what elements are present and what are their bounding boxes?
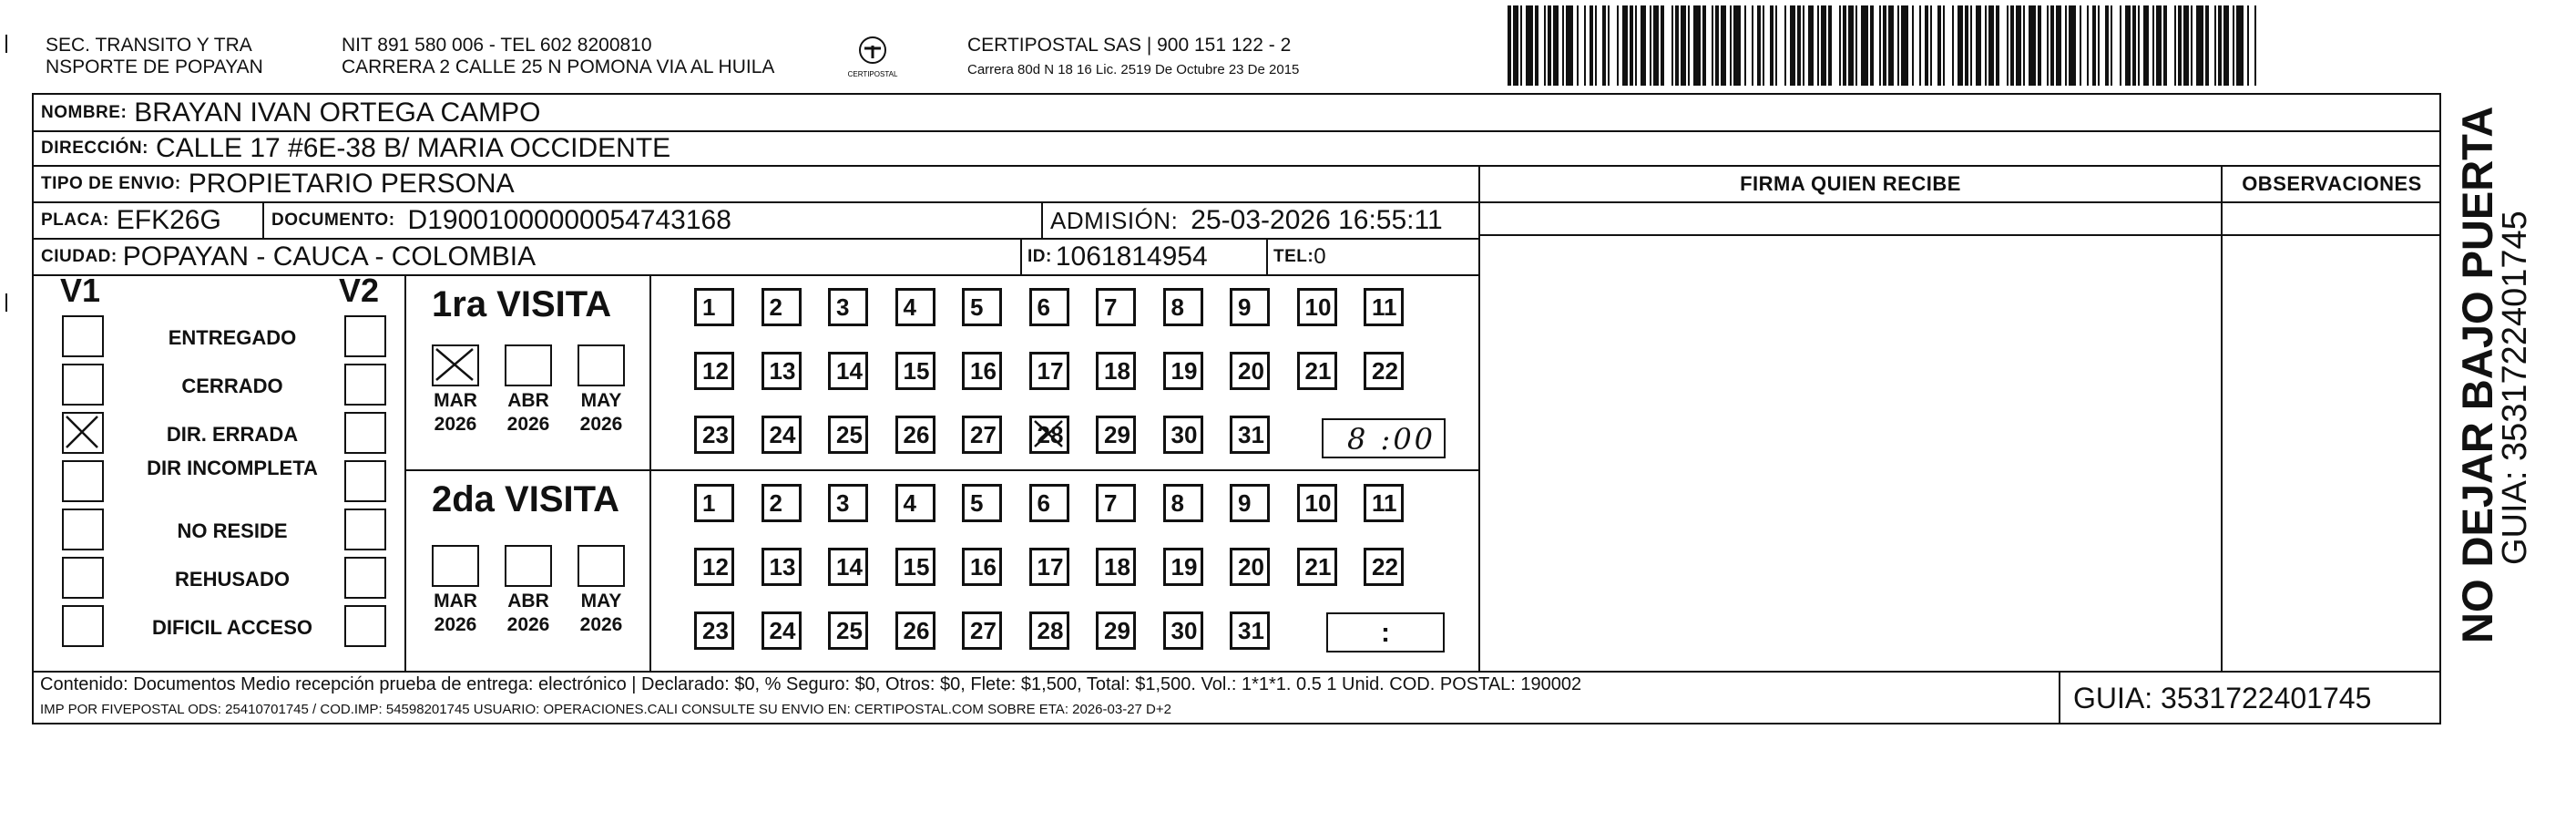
motive-label: REHUSADO	[175, 568, 290, 591]
day-number: 17	[1037, 357, 1064, 385]
first-day-box-12[interactable]	[694, 352, 734, 390]
first-time-box[interactable]	[1322, 418, 1446, 458]
barcode-space	[1832, 5, 1839, 86]
first-day-box-30[interactable]	[1163, 416, 1203, 454]
day-number: 7	[1104, 489, 1118, 517]
id-value: 1061814954	[1055, 241, 1208, 272]
v1-checkbox[interactable]	[62, 412, 104, 454]
second-day-box-17[interactable]	[1029, 548, 1069, 586]
carrier-license: Carrera 80d N 18 16 Lic. 2519 De Octubre 23 De 2015	[967, 62, 1300, 77]
barcode-space	[1945, 5, 1952, 86]
second-day-box-23[interactable]	[694, 611, 734, 650]
day-number: 16	[970, 357, 997, 385]
day-number: 14	[836, 357, 863, 385]
second-day-box-22[interactable]	[1364, 548, 1404, 586]
first-month-box-abr[interactable]	[505, 344, 552, 386]
second-day-box-18[interactable]	[1096, 548, 1136, 586]
direccion-row	[41, 131, 670, 166]
placa-row	[41, 202, 221, 239]
barcode-bar	[1733, 5, 1741, 86]
day-number: 8	[1170, 293, 1184, 321]
day-number: 29	[1104, 617, 1130, 644]
first-day-box-22[interactable]	[1364, 352, 1404, 390]
second-day-box-9[interactable]	[1230, 484, 1270, 522]
day-number: 6	[1037, 293, 1050, 321]
day-number: 14	[836, 553, 863, 581]
day-number: 29	[1104, 421, 1130, 448]
first-day-box-7[interactable]	[1096, 288, 1136, 326]
second-day-box-30[interactable]	[1163, 611, 1203, 650]
second-day-box-4[interactable]	[895, 484, 935, 522]
second-day-box-3[interactable]	[828, 484, 868, 522]
day-number: 12	[702, 553, 729, 581]
first-time-value: 8 :00	[1347, 422, 1436, 457]
day-number: 25	[836, 617, 863, 644]
day-number: 23	[702, 617, 729, 644]
first-day-box-5[interactable]	[962, 288, 1002, 326]
firma-label: FIRMA QUIEN RECIBE	[1740, 172, 1961, 195]
v2-checkbox[interactable]	[344, 509, 386, 550]
barcode	[1508, 5, 2264, 86]
carrier-block	[967, 35, 1299, 81]
placa-value: EFK26G	[116, 205, 221, 235]
row-line-4b	[1479, 234, 2441, 236]
left-edge-mark	[5, 35, 7, 53]
first-day-box-13[interactable]	[762, 352, 802, 390]
tel-divider	[1266, 238, 1268, 274]
day-number: 10	[1304, 293, 1332, 321]
admision-row	[1050, 202, 1443, 239]
logo-wordmark: CERTIPOSTAL	[847, 70, 898, 78]
day-number: 18	[1104, 553, 1130, 581]
day-number: 5	[970, 489, 984, 517]
motive-label: DIR. ERRADA	[166, 423, 299, 446]
day-number: 19	[1170, 553, 1198, 581]
documento-label: DOCUMENTO:	[271, 211, 395, 230]
visits-left-border	[404, 274, 406, 671]
sender-block	[46, 35, 263, 78]
certipostal-logo	[836, 35, 909, 80]
second-day-box-15[interactable]	[895, 548, 935, 586]
day-number: 9	[1238, 489, 1252, 517]
second-day-box-8[interactable]	[1163, 484, 1203, 522]
v2-checkbox[interactable]	[344, 412, 386, 454]
day-number: 15	[903, 357, 930, 385]
ciudad-value: POPAYAN - CAUCA - COLOMBIA	[122, 241, 537, 272]
day-number: 24	[769, 617, 796, 644]
first-day-box-4[interactable]	[895, 288, 935, 326]
second-day-box-16[interactable]	[962, 548, 1002, 586]
first-day-box-24[interactable]	[762, 416, 802, 454]
direccion-value: CALLE 17 #6E-38 B/ MARIA OCCIDENTE	[155, 133, 671, 163]
first-day-box-6[interactable]	[1029, 288, 1069, 326]
v2-checkbox[interactable]	[344, 364, 386, 406]
first-day-box-29[interactable]	[1096, 416, 1136, 454]
day-number: 18	[1104, 357, 1130, 385]
first-day-box-17[interactable]	[1029, 352, 1069, 390]
row-line-3b	[1479, 201, 2441, 203]
motive-label: ENTREGADO	[168, 326, 297, 349]
address-line: CARRERA 2 CALLE 25 N POMONA VIA AL HUILA	[342, 57, 775, 77]
first-day-box-10[interactable]	[1297, 288, 1337, 326]
second-time-box[interactable]	[1326, 612, 1445, 652]
documento-value: D19001000000054743168	[407, 205, 731, 235]
tipo-value: PROPIETARIO PERSONA	[188, 169, 515, 199]
barcode-space	[2167, 5, 2174, 86]
handwritten-x-mark	[434, 346, 477, 385]
motive-label: DIFICIL ACCESO	[151, 616, 312, 639]
first-day-box-2[interactable]	[762, 288, 802, 326]
day-number: 13	[769, 553, 796, 581]
barcode-bar	[2254, 5, 2256, 86]
day-number: 27	[970, 617, 997, 644]
tel-row	[1273, 239, 1326, 275]
first-day-box-31[interactable]	[1230, 416, 1270, 454]
day-number: 20	[1238, 553, 1264, 581]
barcode-space	[1777, 5, 1784, 86]
v2-checkbox[interactable]	[344, 605, 386, 647]
v1-checkbox[interactable]	[62, 364, 104, 406]
day-number: 11	[1372, 489, 1397, 517]
second-day-box-7[interactable]	[1096, 484, 1136, 522]
second-day-box-29[interactable]	[1096, 611, 1136, 650]
first-day-box-15[interactable]	[895, 352, 935, 390]
left-edge-mark-2	[5, 293, 7, 312]
v2-checkbox[interactable]	[344, 315, 386, 357]
second-day-box-31[interactable]	[1230, 611, 1270, 650]
second-day-box-2[interactable]	[762, 484, 802, 522]
sender-line-1: SEC. TRANSITO Y TRA	[46, 35, 252, 56]
day-number: 20	[1238, 357, 1264, 385]
first-day-box-8[interactable]	[1163, 288, 1203, 326]
day-number: 4	[903, 489, 916, 517]
first-day-box-11[interactable]	[1364, 288, 1404, 326]
second-month-box-mar[interactable]	[432, 545, 479, 587]
barcode-bar	[2236, 5, 2244, 86]
placa-divider	[262, 201, 264, 238]
day-number: 1	[702, 293, 716, 321]
month-label: MAY	[580, 390, 622, 411]
day-number: 25	[836, 421, 863, 448]
first-day-box-14[interactable]	[828, 352, 868, 390]
documento-row	[271, 202, 731, 239]
year-label: 2026	[579, 614, 623, 635]
second-day-box-14[interactable]	[828, 548, 868, 586]
days-left-border	[649, 274, 651, 671]
second-day-box-12[interactable]	[694, 548, 734, 586]
firma-left-border	[1478, 165, 1480, 671]
day-number: 8	[1170, 489, 1184, 517]
motive-label: CERRADO	[181, 375, 283, 397]
day-number: 16	[970, 553, 997, 581]
month-label: ABR	[507, 390, 549, 411]
tipo-label: TIPO DE ENVIO:	[41, 174, 181, 193]
second-day-box-6[interactable]	[1029, 484, 1069, 522]
nit-line: NIT 891 580 006 - TEL 602 8200810	[342, 35, 652, 56]
day-number: 30	[1170, 617, 1198, 644]
day-number: 3	[836, 293, 850, 321]
first-visit-title: 1ra VISITA	[432, 284, 612, 324]
day-number: 23	[702, 421, 729, 448]
first-day-box-25[interactable]	[828, 416, 868, 454]
nombre-value: BRAYAN IVAN ORTEGA CAMPO	[134, 98, 541, 128]
first-day-box-23[interactable]	[694, 416, 734, 454]
obs-header	[2223, 168, 2441, 200]
month-label: MAR	[434, 591, 477, 611]
year-label: 2026	[506, 614, 550, 635]
second-day-box-19[interactable]	[1163, 548, 1203, 586]
day-number: 9	[1238, 293, 1252, 321]
nombre-row	[41, 95, 541, 131]
first-day-box-1[interactable]	[694, 288, 734, 326]
second-day-box-11[interactable]	[1364, 484, 1404, 522]
second-day-box-13[interactable]	[762, 548, 802, 586]
first-day-box-26[interactable]	[895, 416, 935, 454]
year-label: 2026	[434, 614, 477, 635]
v1-checkbox[interactable]	[62, 460, 104, 502]
tipo-row	[41, 166, 515, 202]
year-label: 2026	[506, 414, 550, 435]
day-number: 12	[702, 357, 729, 385]
barcode-bar	[2029, 5, 2036, 86]
v2-checkbox[interactable]	[344, 557, 386, 599]
day-number: 6	[1037, 489, 1050, 517]
direccion-label: DIRECCIÓN:	[41, 139, 148, 158]
tel-value: 0	[1314, 244, 1326, 269]
day-number: 11	[1372, 293, 1397, 321]
day-number: 19	[1170, 357, 1198, 385]
barcode-space	[1610, 5, 1617, 86]
day-number: 31	[1238, 617, 1264, 644]
carrier-name: CERTIPOSTAL SAS | 900 151 122 - 2	[967, 35, 1292, 56]
day-number: 2	[769, 293, 782, 321]
barcode-bar	[1526, 5, 1533, 86]
first-day-box-9[interactable]	[1230, 288, 1270, 326]
v1-checkbox[interactable]	[62, 509, 104, 550]
second-time-value: :	[1381, 618, 1390, 648]
second-visit-title: 2da VISITA	[432, 479, 619, 519]
day-number: 27	[970, 421, 997, 448]
footer-imp-line: IMP POR FIVEPOSTAL ODS: 25410701745 / COD.IMP: 54598201745 USUARIO: OPERACIONES.CALI CONSULTE SU ENVIO EN: CERTIPOSTAL.COM SOBRE ETA: 2026-03-27 D+2	[40, 702, 1171, 717]
second-day-box-1[interactable]	[694, 484, 734, 522]
side-guia: GUIA: 3531722401745	[2496, 211, 2534, 565]
id-row	[1027, 239, 1208, 275]
month-label: MAR	[434, 390, 477, 411]
second-day-box-25[interactable]	[828, 611, 868, 650]
second-day-box-24[interactable]	[762, 611, 802, 650]
second-day-box-28[interactable]	[1029, 611, 1069, 650]
v1-checkbox[interactable]	[62, 605, 104, 647]
barcode-bar	[2069, 5, 2076, 86]
footer-contenido: Contenido: Documentos Medio recepción prueba de entrega: electrónico | Declarado: $0, % Seguro: $0, Otros: $0, Flete: $1,500, Total: $1,500. Vol.: 1*1*1. 0.5 1 Unid. COD. POSTAL: 190002	[40, 674, 1582, 694]
v1-checkbox[interactable]	[62, 315, 104, 357]
month-label: MAY	[580, 591, 622, 611]
day-number: 5	[970, 293, 984, 321]
second-day-box-20[interactable]	[1230, 548, 1270, 586]
second-month-box-abr[interactable]	[505, 545, 552, 587]
day-number: 21	[1304, 553, 1332, 581]
v2-checkbox[interactable]	[344, 460, 386, 502]
first-day-box-16[interactable]	[962, 352, 1002, 390]
v1-label: V1	[60, 272, 101, 309]
barcode-bar	[1861, 5, 1868, 86]
handwritten-x-mark	[1032, 418, 1067, 451]
day-number: 22	[1372, 357, 1398, 385]
footer-guia-box: GUIA: 3531722401745	[2073, 682, 2372, 714]
barcode-space	[2112, 5, 2120, 86]
day-number: 3	[836, 489, 850, 517]
day-number: 17	[1037, 553, 1064, 581]
day-number: 15	[903, 553, 930, 581]
barcode-space	[1664, 5, 1671, 86]
year-label: 2026	[579, 414, 623, 435]
day-number: 4	[903, 293, 916, 321]
id-label: ID:	[1027, 247, 1052, 266]
admision-divider	[1041, 201, 1043, 238]
motive-label: NO RESIDE	[177, 519, 288, 542]
firma-header	[1480, 168, 2221, 200]
day-number: 10	[1304, 489, 1332, 517]
first-day-box-19[interactable]	[1163, 352, 1203, 390]
day-number: 1	[702, 489, 716, 517]
day-number: 26	[903, 617, 930, 644]
handwritten-x-mark	[64, 414, 102, 452]
second-day-box-21[interactable]	[1297, 548, 1337, 586]
day-number: 7	[1104, 293, 1118, 321]
day-number: 28	[1037, 617, 1064, 644]
barcode-bar	[2196, 5, 2203, 86]
ciudad-row	[41, 239, 536, 275]
obs-left-border	[2221, 165, 2223, 671]
first-day-box-18[interactable]	[1096, 352, 1136, 390]
tel-label: TEL:	[1273, 247, 1314, 266]
v1-checkbox[interactable]	[62, 557, 104, 599]
observaciones-label: OBSERVACIONES	[2242, 172, 2422, 195]
barcode-bar	[1901, 5, 1908, 86]
visit-divider	[404, 469, 1480, 471]
ciudad-label: CIUDAD:	[41, 247, 118, 266]
no-dejar-warning: NO DEJAR BAJO PUERTA	[2453, 106, 2501, 643]
id-divider	[1020, 238, 1022, 274]
first-month-box-mar[interactable]	[432, 344, 479, 386]
day-number: 24	[769, 421, 796, 448]
day-number: 30	[1170, 421, 1198, 448]
sender-contact	[342, 35, 774, 78]
first-month-box-may[interactable]	[578, 344, 625, 386]
year-label: 2026	[434, 414, 477, 435]
day-number: 2	[769, 489, 782, 517]
first-day-box-20[interactable]	[1230, 352, 1270, 390]
footer-guia-divider	[2059, 671, 2060, 724]
day-number: 22	[1372, 553, 1398, 581]
first-day-box-21[interactable]	[1297, 352, 1337, 390]
day-number: 26	[903, 421, 930, 448]
v2-label: V2	[339, 272, 380, 309]
nombre-label: NOMBRE:	[41, 103, 128, 122]
month-label: ABR	[507, 591, 549, 611]
day-number: 28	[1037, 421, 1064, 448]
admision-value: 25-03-2026 16:55:11	[1191, 205, 1443, 235]
row-line-6	[32, 671, 2441, 673]
sender-line-2: NSPORTE DE POPAYAN	[46, 57, 263, 77]
day-number: 31	[1238, 421, 1264, 448]
placa-label: PLACA:	[41, 211, 109, 230]
barcode-space	[1999, 5, 2007, 86]
first-day-box-28[interactable]	[1029, 416, 1069, 454]
motive-label: DIR INCOMPLETA	[147, 457, 318, 479]
first-day-box-27[interactable]	[962, 416, 1002, 454]
second-day-box-27[interactable]	[962, 611, 1002, 650]
barcode-bar	[1693, 5, 1701, 86]
barcode-bar	[1566, 5, 1573, 86]
second-day-box-26[interactable]	[895, 611, 935, 650]
second-day-box-5[interactable]	[962, 484, 1002, 522]
first-day-box-3[interactable]	[828, 288, 868, 326]
second-month-box-may[interactable]	[578, 545, 625, 587]
admision-label: ADMISIÓN:	[1050, 206, 1179, 234]
day-number: 21	[1304, 357, 1332, 385]
second-day-box-10[interactable]	[1297, 484, 1337, 522]
day-number: 13	[769, 357, 796, 385]
